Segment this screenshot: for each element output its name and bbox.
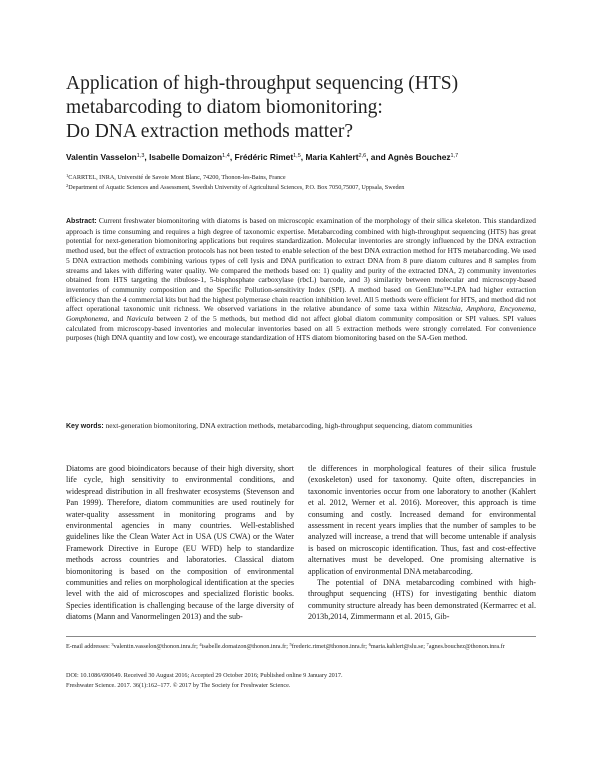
email-address: maria.kahlert@slu.se; — [370, 643, 427, 650]
affiliation-text: CARRTEL, INRA, Université de Savoie Mont Blanc, 74200, Thonon-les-Bains, France — [68, 174, 286, 181]
affiliation-sup: 1 — [66, 173, 69, 178]
email-footnote — [66, 640, 536, 652]
email-sup: 7 — [426, 642, 429, 647]
keywords-label: Key words: — [66, 423, 104, 430]
taxon-separator: , — [534, 304, 536, 314]
author-affil-sup: 1,4 — [222, 153, 230, 159]
author-affil-sup: 1,5 — [293, 153, 301, 159]
email-sup: 6 — [368, 642, 371, 647]
email-address: frederic.rimet@thonon.inra.fr; — [291, 643, 369, 650]
author-separator: , — [229, 152, 235, 162]
email-sup: 3 — [111, 642, 114, 647]
author-list — [66, 152, 546, 162]
author-affil-sup: 2,6 — [358, 153, 367, 159]
title-line-1: Application of high-throughput sequencing (HTS) — [66, 73, 459, 94]
taxon-separator: , and — [107, 314, 127, 324]
taxon-separator: , — [493, 304, 500, 314]
email-sup: 4 — [199, 642, 202, 647]
affiliation-text: Department of Aquatic Sciences and Assessment, Swedish University of Agricultural Sciences, P.O. Box 7050,75007, Uppsala, Sweden — [68, 184, 405, 191]
body-column-right — [308, 463, 536, 623]
title-line-3: Do DNA extraction methods matter? — [66, 121, 354, 142]
email-label: E-mail addresses: — [66, 643, 112, 650]
email-address: valentin.vasselon@thonon.inra.fr; — [113, 643, 200, 650]
abstract-text-part-2: between 2 of the 5 methods, but method did not affect global diatom community composition or SPI values. SPI values calculated from microscopy-based inventories and molecular inventories based on all 5 extraction methods were strongly correlated. For convenience purposes (high DNA quantity and low cost), we encourage standardization of HTS diatom biomonitoring based on the SA-Gen method. — [66, 314, 536, 343]
email-sup: 5 — [289, 642, 292, 647]
keywords — [66, 421, 536, 432]
taxon-separator: , — [460, 304, 467, 314]
doi-line: DOI: 10.1086/690649. Received 30 August 2016; Accepted 29 October 2016; Published online 9 January 2017. — [66, 672, 343, 679]
footnote-divider — [66, 636, 536, 637]
author-separator: , — [300, 152, 306, 162]
abstract-text-part-1: Current freshwater biomonitoring with diatoms is based on microscopic examination of the morphology of their silica skeleton. This standardized approach is time consuming and requires a high degree of taxonomic expertise. Metabarcoding combined with high-throughput sequencing (HTS) has great potential for next-generation biomonitoring applications but requires standardization. Molecular inventories are strongly influenced by the DNA extraction method used, but the effect of extraction protocols has not been tested to enable selection of the best DNA extraction method for HTS metabarcoding. We used 5 DNA extraction methods combining various types of cell lysis and DNA purification to extract DNA from 8 pure diatom cultures and 8 samples from streams and lakes with differing water quality. We compared the methods based on: 1) quality and purity of the extracted DNA, 2) community inventories obtained from HTS targeting the ribulose-1, 5-bisphosphate carboxylase (rbcL) barcode, and 3) similarity between molecular and microscopy-based inventories of community composition and the Specific Pollution-sensitivity Index (SPI). A method based on GenElute™-LPA had higher extraction efficiency than the 4 commercial kits but had the highest polymerase chain reaction inhibition level. All 5 methods were efficient for HTS, and method did not affect operational taxonomic unit richness. We observed variations in the relative abundance of some taxa within — [66, 216, 536, 314]
affiliation-2 — [66, 181, 536, 192]
body-paragraph: Diatoms are good bioindicators because of their high diversity, short life cycle, high sensitivity to environmental conditions, and widespread distribution in all freshwater ecosystems (Stevenson and Pan 1999). Therefore, diatom communities are used routinely for water-quality assessment in monitoring programs and by environmental agencies in many countries. Well-established guidelines like the Clean Water Act in USA (US CWA) or the Water Framework Directive in Europe (EU WFD) help to standardize methods across countries and laboratories. Classical diatom biomonitoring is based on the composition of environmental communities and relies on morphological identification at the species level with the aid of microscopes and specialized floristic books. Species identification is challenging because of the large diversity of diatoms (Mann and Vanormelingen 2013) and the sub- — [66, 464, 294, 622]
keywords-text: next-generation biomonitoring, DNA extraction methods, metabarcoding, high-throughput sequencing, diatom communities — [103, 421, 473, 430]
author-name: Valentin Vasselon — [66, 152, 137, 162]
taxon-name: Encyonema — [499, 304, 535, 314]
author-affil-sup: 1,7 — [450, 153, 459, 159]
email-address: isabelle.domaizon@thonon.inra.fr; — [201, 643, 290, 650]
journal-citation: Freshwater Science. 2017. 36(1):162–177. © 2017 by The Society for Freshwater Science. — [66, 682, 291, 689]
title-line-2: metabarcoding to diatom biomonitoring: — [66, 97, 383, 118]
abstract — [66, 216, 536, 343]
author-name: Maria Kahlert — [305, 152, 359, 162]
body-paragraph: The potential of DNA metabarcoding combined with high-throughput sequencing (HTS) for investigating benthic diatom community structure already has been demonstrated (Kermarrec et al. 2013b,2014, Zimmermann et al. 2015, Gib- — [308, 578, 536, 622]
taxon-name: Nitzschia — [433, 304, 461, 314]
author-affil-sup: 1,3 — [136, 153, 145, 159]
author-separator: , — [144, 152, 150, 162]
author-name: Isabelle Domaizon — [149, 152, 223, 162]
author-name: Agnès Bouchez — [387, 152, 451, 162]
email-address: agnes.bouchez@thonon.inra.fr — [428, 643, 505, 650]
taxon-name: Amphora — [466, 304, 494, 314]
abstract-label: Abstract: — [66, 218, 97, 225]
author-name: Frédéric Rimet — [234, 152, 294, 162]
affiliation-sup: 2 — [66, 183, 69, 188]
body-column-left — [66, 463, 294, 623]
article-title — [66, 72, 536, 144]
body-paragraph: tle differences in morphological features of their silica frustule (exoskeleton) used for taxonomy. Quite often, discrepancies in taxonomic inventories occur from one laboratory to another (Kahlert et al. 2012, Werner et al. 2016). Moreover, this approach is time consuming and costly. Increased demand for environmental assessment in recent years implies that the number of samples to be analyzed will increase, a trend that will become untenable if analysis is based on microscopic identification. Thus, fast and cost-effective alternatives must be developed. One promising alternative is application of environmental DNA metabarcoding. — [308, 464, 536, 576]
taxon-name: Gomphonema — [66, 314, 108, 324]
author-separator: , and — [366, 152, 388, 162]
taxon-name: Navicula — [126, 314, 154, 324]
